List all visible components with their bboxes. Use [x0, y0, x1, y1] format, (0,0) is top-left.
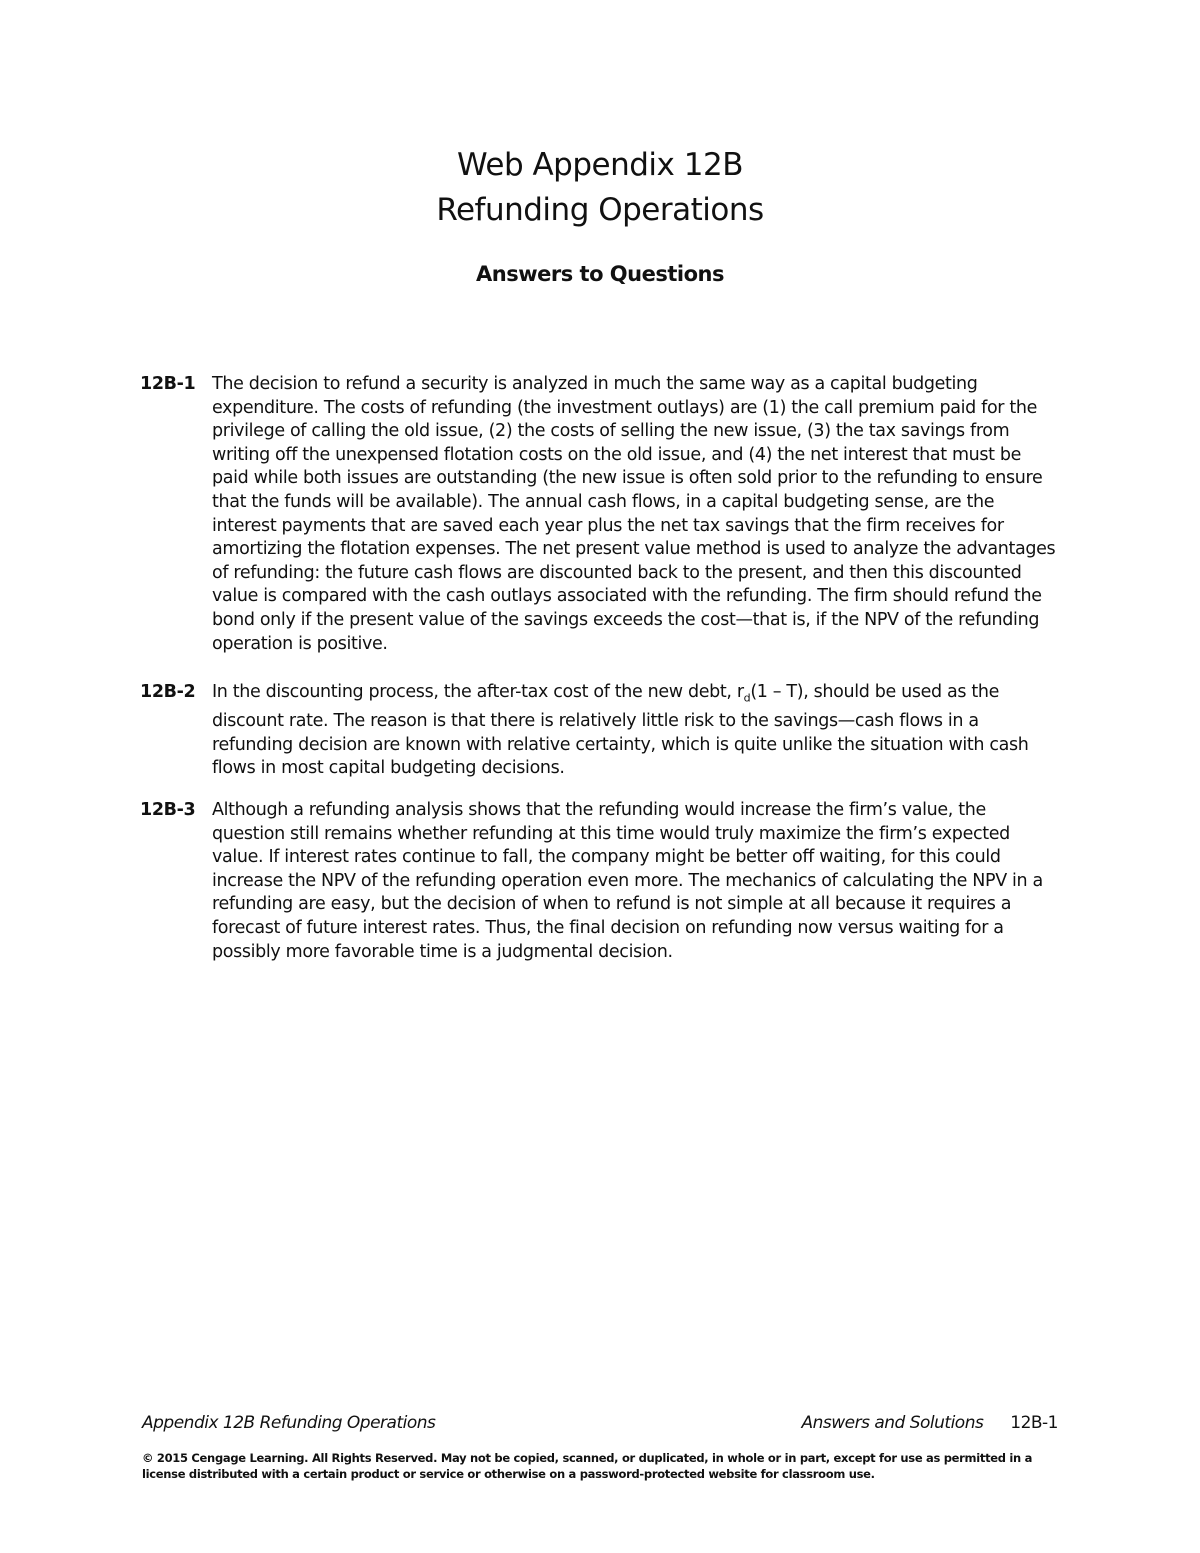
- answer-text: Although a refunding analysis shows that the refunding would increase the firm’s value, the question still remains whether refunding at this time would truly maximize the firm’s expected value. If interest rates continue to fall, the company might be better off waiting, for this could increase the NPV of the refunding operation even more. The mechanics of calculating the NPV in a refunding are easy, but the decision of when to refund is not simple at all because it requires a forecast of future interest rates. Thus, the final decision on refunding now versus waiting for a possibly more favorable time is a judgmental decision.: [212, 800, 1043, 962]
- answer-text-part: In the discounting process, the after-tax cost of the new debt, r: [212, 682, 744, 702]
- answer-text: [212, 681, 1058, 781]
- title-block: [0, 143, 1200, 233]
- section-heading: Answers to Questions: [476, 262, 724, 286]
- answer-item: [140, 799, 1060, 964]
- page-footer: [142, 1413, 1062, 1441]
- answer-subscript: d: [743, 691, 751, 705]
- footer-section: Answers and Solutions: [801, 1413, 984, 1433]
- answer-text-part: (1 – T), should be used as the discount rate. The reason is that there is relatively little risk to the savings—cash flows in a refunding decision are known with relative certainty, which is quite unlike the situation with cash flows in most capital budgeting decisions.: [212, 682, 1029, 779]
- answer-number: 12B-1: [140, 374, 196, 394]
- answer-number: 12B-2: [140, 682, 196, 702]
- answer-number: 12B-3: [140, 800, 196, 820]
- document-subtitle-title: Refunding Operations: [436, 192, 764, 228]
- page-number: 12B-1: [1010, 1413, 1058, 1433]
- copyright-notice: © 2015 Cengage Learning. All Rights Reserved. May not be copied, scanned, or duplicated, in whole or in part, except for use as permitted in a license distributed with a certain product or service or otherwise on a password-protected website for classroom use.: [142, 1451, 1033, 1481]
- answer-item: [140, 373, 1060, 656]
- footer-right: [801, 1413, 1058, 1433]
- answer-text: The decision to refund a security is analyzed in much the same way as a capital budgeting expenditure. The costs of refunding (the investment outlays) are (1) the call premium paid for the privilege of calling the old issue, (2) the costs of selling the new issue, (3) the tax savings from writing off the unexpensed flotation costs on the old issue, and (4) the net interest that must be paid while both issues are outstanding (the new issue is often sold prior to the refunding to ensure that the funds will be available). The annual cash flows, in a capital budgeting sense, are the interest payments that are saved each year plus the net tax savings that the firm receives for amortizing the flotation expenses. The net present value method is used to analyze the advantages of refunding: the future cash flows are discounted back to the present, and then this discounted value is compared with the cash outlays associated with the refunding. The firm should refund the bond only if the present value of the savings exceeds the cost—that is, if the NPV of the refunding operation is positive.: [212, 374, 1056, 654]
- footer-chapter: Appendix 12B Refunding Operations: [142, 1413, 436, 1433]
- document-title: Web Appendix 12B: [457, 147, 743, 183]
- answer-item: [140, 681, 1060, 781]
